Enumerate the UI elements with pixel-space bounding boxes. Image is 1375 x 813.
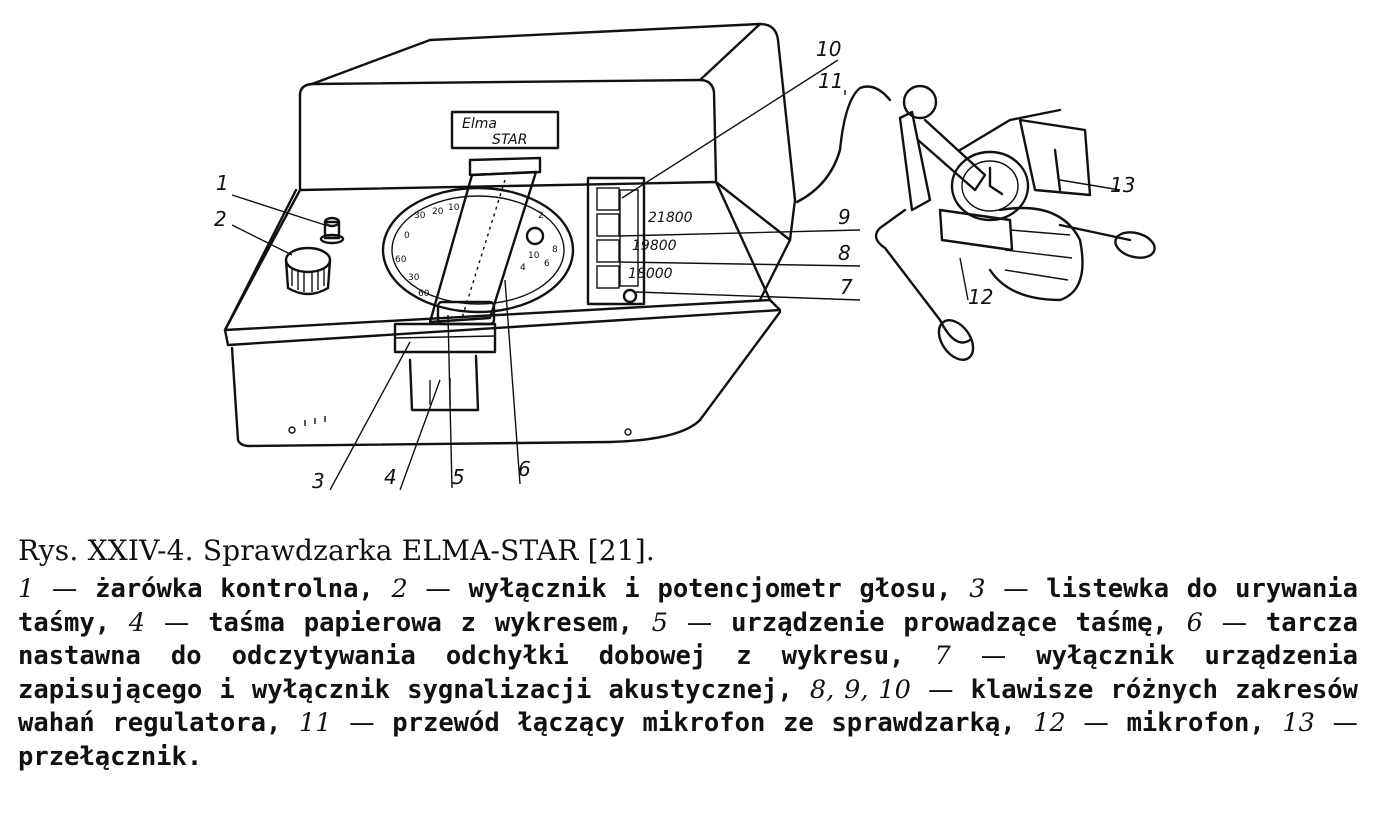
legend-item: 7 — wyłącznik urządzenia zapisującego i wyłącznik sygnalizacji akustycznej, (18, 641, 1359, 705)
callout-12: 12 (968, 285, 994, 309)
legend-number: 3 (969, 574, 986, 604)
legend-number: 7 (934, 641, 951, 671)
legend-item: 2 — wyłącznik i potencjometr głosu, (391, 574, 952, 604)
dial-mark: 8 (552, 245, 558, 255)
caption-title: Rys. XXIV-4. Sprawdzarka ELMA-STAR [21]. (18, 534, 655, 567)
legend-text: mikrofon, (1126, 708, 1265, 738)
legend-number: 11 (298, 708, 332, 738)
dial-mark: 0 (404, 231, 410, 241)
callout-6: 6 (518, 457, 531, 481)
dial-mark: 10 (448, 203, 460, 213)
dial-mark: 20 (432, 207, 444, 217)
legend-text: wyłącznik i potencjometr głosu, (468, 574, 952, 604)
display-value-3: 18000 (628, 266, 673, 282)
callout-5: 5 (452, 465, 465, 489)
legend-text: przełącznik. (18, 741, 203, 772)
legend-number: 13 (1282, 708, 1315, 738)
callout-labels (214, 37, 1135, 493)
dial-mark: 4 (520, 263, 526, 273)
caption-legend (18, 573, 1358, 774)
microphone-cable (797, 87, 890, 203)
callout-3: 3 (312, 469, 325, 493)
figure-caption (18, 533, 1358, 774)
legend-item: 11 — przewód łączący mikrofon ze sprawdzarką, (298, 708, 1016, 738)
microphone-icon (876, 86, 1157, 366)
dial-mark: 30 (414, 211, 426, 221)
callout-10: 10 (816, 37, 842, 61)
legend-item: 1 — żarówka kontrolna, (18, 574, 374, 604)
display-value-2: 19800 (632, 238, 677, 254)
dial-mark: 6 (544, 259, 550, 269)
brand-text-2: STAR (492, 132, 528, 148)
legend-item: 3 — listewka do urywania taśmy, (18, 574, 1359, 638)
legend-text: klawisze różnych zakresów wahań regulatora, (18, 674, 1358, 738)
legend-number: 6 (1186, 607, 1203, 638)
callout-9: 9 (838, 205, 851, 229)
reading-dial (383, 188, 573, 312)
callout-1: 1 (216, 171, 229, 195)
dial-mark: 60 (395, 255, 407, 265)
legend-number: 8, 9, 10 (809, 674, 911, 705)
leader-lines (232, 60, 1120, 490)
legend-item: 13 — przełącznik. (18, 708, 1359, 772)
cabinet (225, 24, 795, 446)
legend-text: przewód łączący mikrofon ze sprawdzarką, (392, 708, 1016, 738)
legend-text: taśma papierowa z wykresem, (208, 607, 633, 638)
callout-8: 8 (838, 241, 851, 265)
range-keys (588, 178, 693, 304)
legend-text: tarcza nastawna do odczytywania odchyłki dobowej z wykresu, (18, 607, 1358, 671)
legend-item: 5 — urządzenie prowadzące taśmę, (651, 607, 1168, 638)
legend-item: 8, 9, 10 — klawisze różnych zakresów wahań regulatora, (18, 674, 1358, 738)
legend-text: wyłącznik urządzenia zapisującego i wyłącznik sygnalizacji akustycznej, (18, 641, 1359, 705)
legend-item: 4 — taśma papierowa z wykresem, (128, 607, 633, 638)
legend-number: 4 (128, 607, 146, 638)
legend-text: listewka do urywania taśmy, (18, 574, 1359, 638)
callout-4: 4 (384, 465, 397, 489)
callout-11: 11 (818, 69, 844, 93)
legend-number: 5 (651, 607, 668, 638)
legend-text: żarówka kontrolna, (95, 574, 374, 604)
legend-number: 2 (391, 574, 408, 604)
legend-number: 12 (1033, 708, 1066, 738)
brand-text-1: Elma (462, 116, 497, 132)
legend-number: 1 (18, 574, 35, 604)
callout-7: 7 (840, 275, 853, 299)
legend-item: 12 — mikrofon, (1033, 708, 1265, 738)
callout-13: 13 (1110, 173, 1136, 197)
dial-mark: 10 (528, 251, 540, 261)
callout-2: 2 (214, 207, 227, 231)
dial-mark: 30 (408, 273, 420, 283)
legend-item: 6 — tarcza nastawna do odczytywania odchyłki dobowej z wykresu, (18, 607, 1358, 671)
dial-mark: 2 (538, 211, 544, 221)
display-value-1: 21800 (648, 210, 693, 226)
control-lamp-icon (321, 218, 343, 243)
legend-text: urządzenie prowadzące taśmę, (731, 607, 1168, 638)
brand-plate (452, 112, 558, 148)
volume-knob-icon (286, 248, 330, 294)
dial-mark: 60 (418, 289, 430, 299)
